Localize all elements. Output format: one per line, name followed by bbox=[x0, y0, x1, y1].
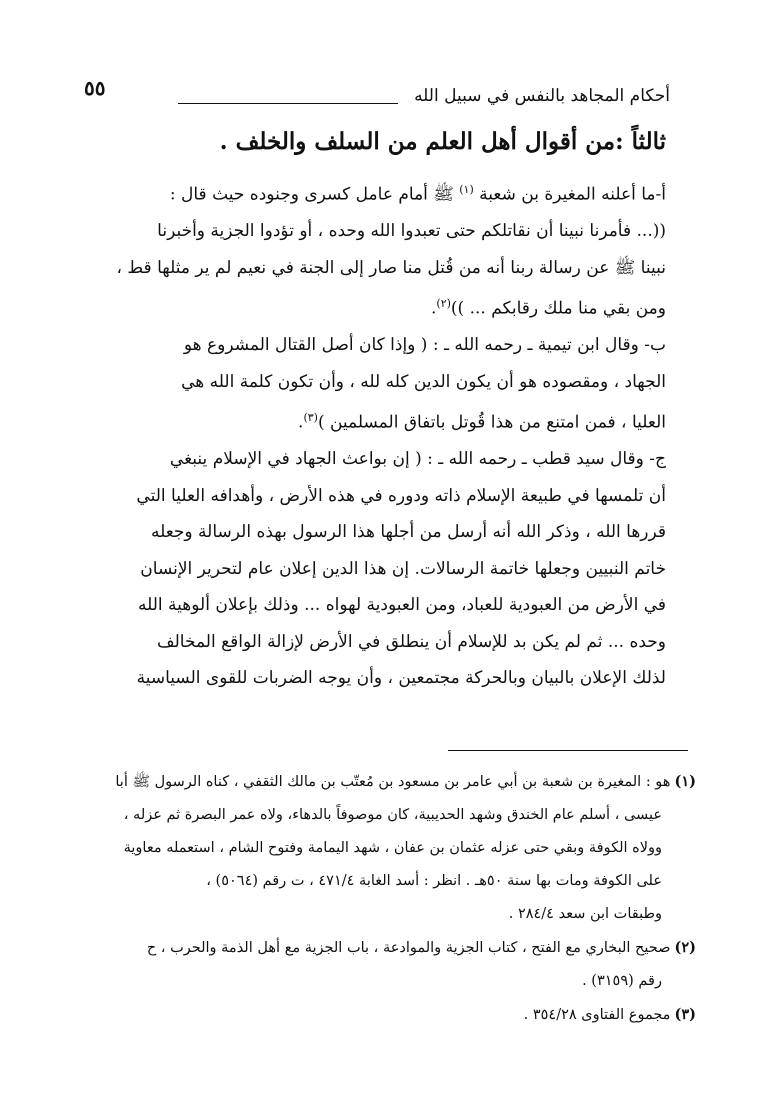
text-line: ب- وقال ابن تيمية ـ رحمه الله ـ : ( وإذا كان أصل القتال المشروع هو bbox=[183, 335, 666, 356]
section-title: ثالثاً :من أقوال أهل العلم من السلف والخلف . bbox=[219, 128, 666, 155]
footnote-ref: (٣) bbox=[303, 411, 318, 425]
footnote-line: وولاه الكوفة وبقي حتى عزله عثمان بن عفان ، شهد اليمامة وفتوح الشام ، استعمله معاوية bbox=[123, 840, 662, 856]
footnote-number: (١) bbox=[674, 773, 696, 790]
footnote-line: على الكوفة ومات بها سنة ٥٠هـ . انظر : أسد الغابة ٤٧١/٤ ، ت رقم (٥٠٦٤) ، bbox=[206, 873, 662, 889]
footnote-line bbox=[56, 998, 696, 1032]
text-line: وحده ... ثم لم يكن بد للإسلام أن ينطلق في الأرض لإزالة الواقع المخالف bbox=[157, 631, 666, 652]
footnote-line: وطبقات ابن سعد ٢٨٤/٤ . bbox=[508, 906, 662, 922]
footnote-line: رقم (٣١٥٩) . bbox=[582, 973, 662, 989]
text-line: ((... فأمرنا نبينا أن نقاتلكم حتى تعبدوا الله وحده ، أو تؤدوا الجزية وأخبرنا bbox=[157, 221, 666, 242]
text-line: ج- وقال سيد قطب ـ رحمه الله ـ : ( إن بواعث الجهاد في الإسلام ينبغي bbox=[169, 449, 666, 470]
text-segment: ﷺ أمام عامل كسرى وجنوده حيث قال : bbox=[169, 184, 460, 205]
text-segment: أ-ما أعلنه المغيرة بن شعبة bbox=[473, 184, 666, 205]
footnote-line bbox=[56, 765, 696, 799]
text-line bbox=[66, 400, 666, 441]
text-line: أن تلمسها في طبيعة الإسلام ذاته ودوره في هذه الأرض ، وأهدافه العليا التي bbox=[136, 485, 666, 506]
text-line: لذلك الإعلان بالبيان وبالحركة مجتمعين ، وأن يوجه الضربات للقوى السياسية bbox=[136, 668, 666, 689]
footnote-ref: (١) bbox=[459, 183, 474, 196]
footnote-rule bbox=[448, 750, 688, 751]
text-line: خاتم النبيين وجعلها خاتمة الرسالات. إن هذا الدين إعلان عام لتحرير الإنسان bbox=[140, 558, 666, 579]
text-segment: . bbox=[430, 298, 437, 319]
text-segment: مجموع الفتاوى ٣٥٤/٢٨ . bbox=[523, 1007, 671, 1023]
body-text bbox=[66, 172, 666, 697]
text-segment: هو : المغيرة بن شعبة بن أبي عامر بن مسعود بن مُعتّب بن مالك الثقفي ، كناه الرسول ﷺ أبا bbox=[115, 774, 671, 790]
footnotes bbox=[56, 765, 696, 1032]
footnote-line bbox=[56, 931, 696, 965]
text-segment: ومن بقي منا ملك رقابكم ... )) bbox=[450, 298, 666, 319]
text-line: نبينا ﷺ عن رسالة ربنا أنه من قُتل منا صار إلى الجنة في نعيم لم ير مثلها قط ، bbox=[116, 257, 666, 278]
footnote-ref: (٢) bbox=[436, 297, 451, 311]
page-number: ٥٥ bbox=[84, 76, 106, 100]
text-line: في الأرض من العبودية للعباد، ومن العبودية لهواه ... وذلك بإعلان ألوهية الله bbox=[137, 595, 666, 616]
text-segment: . bbox=[298, 412, 304, 433]
text-line bbox=[66, 172, 666, 213]
text-line bbox=[66, 286, 666, 327]
footnote-line: عيسى ، أسلم عام الخندق وشهد الحديبية، كان موصوفاً بالدهاء، ولاه عمر البصرة ثم عزله ، bbox=[123, 807, 662, 823]
footnote-number: (٢) bbox=[674, 939, 696, 956]
footnote-2 bbox=[56, 931, 696, 998]
footnote-number: (٣) bbox=[674, 1006, 696, 1023]
footnote-3 bbox=[56, 998, 696, 1032]
text-line: الجهاد ، ومقصوده هو أن يكون الدين كله لله ، وأن تكون كلمة الله هي bbox=[181, 371, 666, 392]
running-header-title: أحكام المجاهد بالنفس في سبيل الله bbox=[414, 86, 670, 106]
footnote-1 bbox=[56, 765, 696, 931]
text-segment: العليا ، فمن امتنع من هذا قُوتل باتفاق المسلمين ) bbox=[317, 412, 666, 433]
header-rule bbox=[178, 103, 398, 104]
text-line: قررها الله ، وذكر الله أنه أرسل من أجلها هذا الرسول بهذه الرسالة وجعله bbox=[150, 522, 666, 543]
text-segment: صحيح البخاري مع الفتح ، كتاب الجزية والموادعة ، باب الجزية مع أهل الذمة والحرب ، ح bbox=[146, 940, 671, 956]
